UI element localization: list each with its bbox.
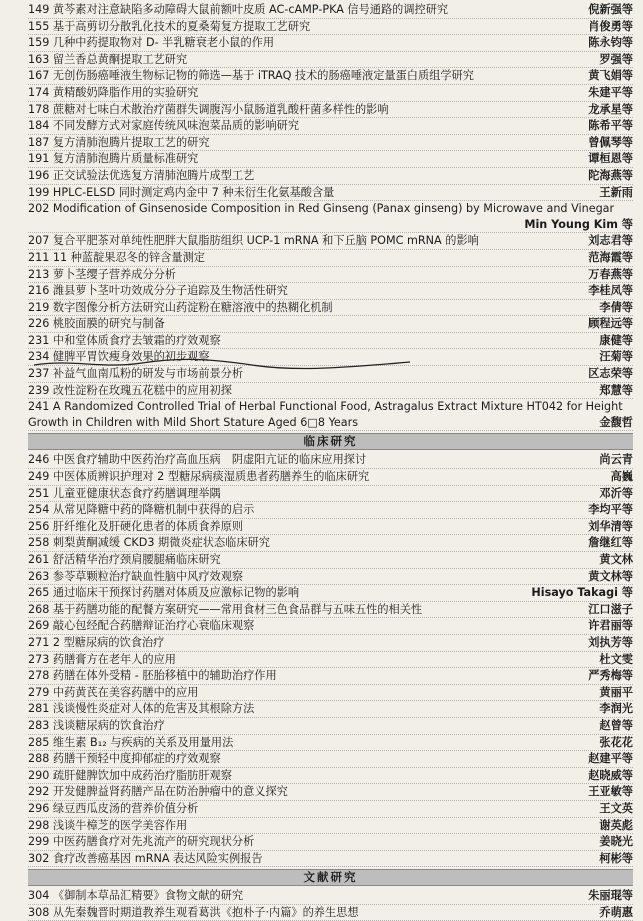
entry-page: 299 (28, 835, 50, 849)
entry-page: 292 (28, 785, 50, 799)
entry-title: HPLC-ELSD 同时测定鸡内金中 7 种未衍生化氨基酸含量 (52, 185, 335, 199)
entry-author: 朱建平等 (588, 85, 633, 99)
toc-group-literature (28, 888, 633, 921)
toc-entry (28, 801, 633, 818)
entry-page: 268 (28, 602, 50, 616)
entry-title: 留兰香总黄酮提取工艺研究 (52, 52, 188, 66)
entry-page: 249 (28, 470, 50, 484)
entry-author: 柯彬等 (599, 851, 633, 865)
entry-author: 陈永钧等 (588, 36, 633, 50)
entry-title: 补益气血南瓜粉的研发与市场前景分析 (52, 367, 244, 381)
entry-author: 黄飞娟等 (588, 69, 633, 83)
entry-title: 维生素 B₁₂ 与疾病的关系及用量用法 (52, 735, 234, 749)
entry-author: 倪新强等 (588, 3, 633, 16)
entry-title: 复方清肺泡腾片提取工艺的研究 (52, 135, 210, 149)
toc-entry (28, 68, 633, 85)
toc-entry (28, 316, 633, 333)
entry-author: 谭桓恩等 (588, 152, 633, 166)
entry-author: 乔萌惠 (599, 905, 633, 919)
entry-author: 姜晓光 (599, 835, 633, 849)
entry-page: 239 (28, 383, 50, 397)
entry-author: 黄丽平 (599, 685, 633, 699)
entry-title: 基于药膳功能的配餐方案研究——常用食材三色食品群与五味五性的相关性 (52, 602, 423, 616)
toc-entry (28, 535, 633, 552)
entry-title: 参苓草颗粒治疗缺血性脑中风疗效观察 (52, 569, 244, 583)
entry-title: 儿童亚健康状态食疗药膳调理举隅 (52, 486, 221, 500)
toc-entry (28, 399, 633, 415)
entry-author: 詹继红等 (588, 536, 633, 550)
entry-page: 216 (28, 284, 50, 298)
entry-author: 李倩等 (599, 300, 633, 314)
entry-title: 健脾平胃饮瘦身效果的初步观察 (52, 350, 210, 364)
entry-page: 281 (28, 702, 50, 716)
entry-author: 康健等 (599, 333, 633, 347)
entry-page: 231 (28, 333, 50, 347)
entry-title: 药膳干预轻中度抑郁症的疗效观察 (52, 752, 221, 766)
toc-entry (28, 469, 633, 486)
entry-author: 罗强等 (599, 52, 633, 66)
entry-page: 219 (28, 300, 50, 314)
entry-author: 龙承星等 (588, 102, 633, 116)
toc-entry (28, 888, 633, 905)
entry-page: 285 (28, 735, 50, 749)
entry-page: 302 (28, 851, 50, 865)
toc-entry (28, 486, 633, 503)
entry-title: 肝纤维化及肝硬化患者的体质食养原则 (52, 519, 244, 533)
entry-author: 朱丽琨等 (588, 889, 633, 903)
entry-page: 279 (28, 685, 50, 699)
toc-entry (28, 300, 633, 317)
entry-author: 刘志君等 (588, 234, 633, 248)
entry-author: 郑慧等 (599, 383, 633, 397)
entry-author: 王新雨 (599, 185, 633, 199)
entry-page: 196 (28, 168, 50, 182)
section-header-literature: 文献研究 (28, 869, 633, 886)
entry-author: 黄文林 (599, 553, 633, 566)
entry-author: 赵晓威等 (588, 768, 633, 782)
entry-page: 226 (28, 317, 50, 331)
entry-title: 浅谈慢性炎症对人体的危害及其根除方法 (52, 702, 255, 716)
entry-title: 从先秦魏晋时期道教养生观看葛洪《抱朴子·内篇》的养生思想 (52, 905, 359, 919)
entry-page: 163 (28, 52, 50, 66)
entry-title: 蔗糖对七味白术散治疗菌群失调腹泻小鼠肠道乳酸杆菌多样性的影响 (52, 102, 389, 116)
entry-title: 药膳膏方在老年人的应用 (52, 652, 176, 666)
toc-entry (28, 452, 633, 469)
entry-page: 191 (28, 152, 50, 166)
entry-title-continuation: Growth in Children with Mild Short Stature Aged 6□8 Years (28, 415, 359, 429)
entry-title: 绿豆西瓜皮汤的营养价值分析 (52, 801, 199, 815)
entry-title: 黄精酸奶降脂作用的实验研究 (52, 85, 199, 99)
entry-author: 王文英 (599, 801, 633, 815)
entry-title: 基于高剪切分散乳化技术的夏桑菊复方提取工艺研究 (52, 19, 311, 33)
entry-title: 浅谈糖尿病的饮食治疗 (52, 718, 165, 732)
toc-entry (28, 2, 633, 19)
entry-page: 184 (28, 119, 50, 133)
entry-author: 刘执芳等 (588, 635, 633, 649)
toc-entry (28, 652, 633, 669)
entry-author: 尚云青 (599, 453, 633, 467)
entry-author: 高巍 (610, 470, 633, 484)
entry-page: 304 (28, 889, 50, 903)
toc-entry (28, 552, 633, 569)
entry-author: 许君丽等 (588, 619, 633, 633)
entry-author: 范海霞等 (588, 250, 633, 264)
toc-entry (28, 519, 633, 536)
toc-entry (28, 102, 633, 119)
toc-entry (28, 383, 633, 400)
entry-page: 261 (28, 553, 50, 566)
entry-title: A Randomized Controlled Trial of Herbal Functional Food, Astragalus Extract Mixture HT042 for Height (52, 400, 623, 414)
entry-author: 杜文雯 (599, 652, 633, 666)
entry-author: 黄文林等 (588, 569, 633, 583)
toc-entry (28, 768, 633, 785)
toc-entry (28, 333, 633, 350)
toc-entry (28, 349, 633, 366)
toc-entry (28, 201, 633, 217)
entry-title: 中医药膳食疗对先兆流产的研究现状分析 (52, 835, 255, 849)
entry-page: 155 (28, 19, 50, 33)
entry-author: 严秀梅等 (588, 669, 633, 683)
toc-entry (28, 585, 633, 602)
entry-author: 李润光 (599, 702, 633, 716)
entry-author: 谢英彪 (599, 818, 633, 832)
entry-title: 食疗改善癌基因 mRNA 表达风险实例报告 (52, 851, 263, 865)
toc-entry (28, 834, 633, 851)
entry-page: 288 (28, 752, 50, 766)
entry-title: 桃胶面膜的研究与制备 (52, 317, 165, 331)
toc-group-clinical (28, 452, 633, 867)
toc-entry (28, 35, 633, 52)
entry-title: 从常见降糖中药的降糖机制中获得的启示 (52, 503, 255, 517)
toc-entry (28, 85, 633, 102)
entry-author: 曾佩琴等 (588, 135, 633, 149)
toc-entry-continuation (28, 415, 633, 432)
toc-entry (28, 701, 633, 718)
entry-title: 黄芩素对注意缺陷多动障碍大鼠前额叶皮质 AC-cAMP-PKA 信号通路的调控研究 (52, 3, 449, 16)
toc-entry-continuation (28, 217, 633, 234)
entry-page: 278 (28, 669, 50, 683)
entry-page: 258 (28, 536, 50, 550)
entry-page: 202 (28, 202, 50, 216)
entry-page: 211 (28, 250, 50, 264)
entry-title: 11 种蓝靛果忍冬的锌含量测定 (52, 250, 205, 264)
toc-entry (28, 618, 633, 635)
entry-page: 298 (28, 818, 50, 832)
entry-author: 区志荣等 (588, 367, 633, 381)
toc-entry (28, 233, 633, 250)
entry-author: 李均平等 (588, 503, 633, 517)
entry-title: 不同发酵方式对家庭传统风味泡菜品质的影响研究 (52, 119, 300, 133)
entry-title: 开发健脾益肾药膳产品在防治肿瘤中的意义探究 (52, 785, 288, 799)
toc-entry (28, 784, 633, 801)
entry-title: 潍县萝卜茎叶功效成分分子追踪及生物活性研究 (52, 284, 288, 298)
entry-page: 283 (28, 718, 50, 732)
entry-title: 中和堂体质食疗去皱霜的疗效观察 (52, 333, 221, 347)
entry-title: 几种中药提取物对 D- 半乳糖衰老小鼠的作用 (52, 36, 275, 50)
entry-author: 陀海燕等 (588, 168, 633, 182)
entry-author: 赵曾等 (599, 718, 633, 732)
entry-title: 萝卜茎缨子营养成分分析 (52, 267, 176, 281)
entry-page: 273 (28, 652, 50, 666)
entry-title: 正交试验法优选复方清肺泡腾片成型工艺 (52, 168, 255, 182)
entry-author: 万春燕等 (588, 267, 633, 281)
entry-title: 《御制本草品汇精要》食物文献的研究 (52, 889, 244, 903)
entry-page: 207 (28, 234, 50, 248)
toc-entry (28, 668, 633, 685)
entry-title: 舒活精华治疗颈肩腰腿痛临床研究 (52, 553, 221, 566)
entry-page: 265 (28, 586, 50, 600)
entry-page: 213 (28, 267, 50, 281)
toc-entry (28, 685, 633, 702)
entry-page: 256 (28, 519, 50, 533)
entry-page: 271 (28, 635, 50, 649)
toc-group-experimental (28, 2, 633, 201)
entry-title: 数字图像分析方法研究山药淀粉在糖溶液中的热糊化机制 (52, 300, 333, 314)
entry-page: 263 (28, 569, 50, 583)
entry-title: 浅谈牛樟芝的医学美容作用 (52, 818, 188, 832)
entry-page: 308 (28, 905, 50, 919)
entry-author: 顾程远等 (588, 317, 633, 331)
toc-entry (28, 366, 633, 383)
entry-page: 246 (28, 453, 50, 467)
entry-page: 199 (28, 185, 50, 199)
entry-page: 254 (28, 503, 50, 517)
entry-author: 王亚敏等 (588, 785, 633, 799)
entry-title: 复合平肥茶对单纯性肥胖大鼠脂肪组织 UCP-1 mRNA 和下丘脑 POMC mRNA 的影响 (52, 234, 479, 248)
entry-title: 2 型糖尿病的饮食治疗 (52, 635, 165, 649)
entry-author: Min Young Kim 等 (524, 217, 633, 231)
toc-entry (28, 118, 633, 135)
toc-entry (28, 569, 633, 586)
entry-title: 中药黄芪在美容药膳中的应用 (52, 685, 199, 699)
toc-entry (28, 905, 633, 921)
toc-entry (28, 283, 633, 300)
toc-entry (28, 168, 633, 185)
toc-entry (28, 635, 633, 652)
entry-author: 张花花 (599, 735, 633, 749)
toc-group-experimental-2 (28, 233, 633, 399)
toc-entry (28, 735, 633, 752)
entry-page: 241 (28, 400, 50, 414)
entry-author: 金馥哲 (599, 415, 633, 429)
toc-entry (28, 751, 633, 768)
entry-title: 复方清肺泡腾片质量标准研究 (52, 152, 199, 166)
entry-title: 无创伤肠癌唾液生物标记物的筛选—基于 iTRAQ 技术的肠癌唾液定量蛋白质组学研究 (52, 69, 474, 83)
toc-entry (28, 151, 633, 168)
entry-author: 刘华清等 (588, 519, 633, 533)
entry-page: 237 (28, 367, 50, 381)
section-header-clinical: 临床研究 (28, 433, 633, 450)
entry-author: Hisayo Takagi 等 (531, 586, 633, 600)
entry-page: 269 (28, 619, 50, 633)
toc-entry (28, 135, 633, 152)
entry-page: 167 (28, 69, 50, 83)
entry-title: 药膳在体外受精 - 胚胎移植中的辅助治疗作用 (52, 669, 277, 683)
entry-author: 汪菊等 (599, 350, 633, 364)
entry-title: 敲心包经配合药膳辩证治疗心衰临床观察 (52, 619, 255, 633)
entry-page: 174 (28, 85, 50, 99)
toc-entry (28, 52, 633, 69)
entry-page: 234 (28, 350, 50, 364)
entry-author: 邓沂等 (599, 486, 633, 500)
toc-entry (28, 185, 633, 202)
toc-entry (28, 602, 633, 619)
entry-page: 187 (28, 135, 50, 149)
toc-entry (28, 718, 633, 735)
entry-author: 陈希平等 (588, 119, 633, 133)
entry-title: 中医食疗辅助中医药治疗高血压病 阴虚阳亢证的临床应用探讨 (52, 453, 367, 467)
toc-entry (28, 250, 633, 267)
entry-title: 中医体质辨识护理对 2 型糖尿病痰湿质患者药膳养生的临床研究 (52, 470, 370, 484)
toc-entry (28, 19, 633, 36)
toc-entry (28, 502, 633, 519)
entry-author: 肖俊勇等 (588, 19, 633, 33)
entry-title: 疏肝健脾饮加中成药治疗脂肪肝观察 (52, 768, 232, 782)
toc-entry (28, 267, 633, 284)
entry-page: 149 (28, 3, 50, 16)
entry-page: 290 (28, 768, 50, 782)
entry-author: 赵建平等 (588, 752, 633, 766)
entry-author: 江口滋子 (588, 602, 633, 616)
entry-page: 178 (28, 102, 50, 116)
toc-entry (28, 851, 633, 868)
entry-title: 通过临床干预探讨药膳对体质及应激标记物的影响 (52, 586, 300, 600)
entry-page: 159 (28, 36, 50, 50)
entry-title: Modification of Ginsenoside Composition in Red Ginseng (Panax ginseng) by Microwave and Vinegar (52, 202, 615, 216)
entry-title: 改性淀粉在玫瑰五花糕中的应用初探 (52, 383, 232, 397)
entry-page: 251 (28, 486, 50, 500)
toc-entry (28, 818, 633, 835)
entry-title: 刺梨黄酮减缓 CKD3 期微炎症状态临床研究 (52, 536, 270, 550)
entry-page: 296 (28, 801, 50, 815)
entry-author: 李桂凤等 (588, 284, 633, 298)
